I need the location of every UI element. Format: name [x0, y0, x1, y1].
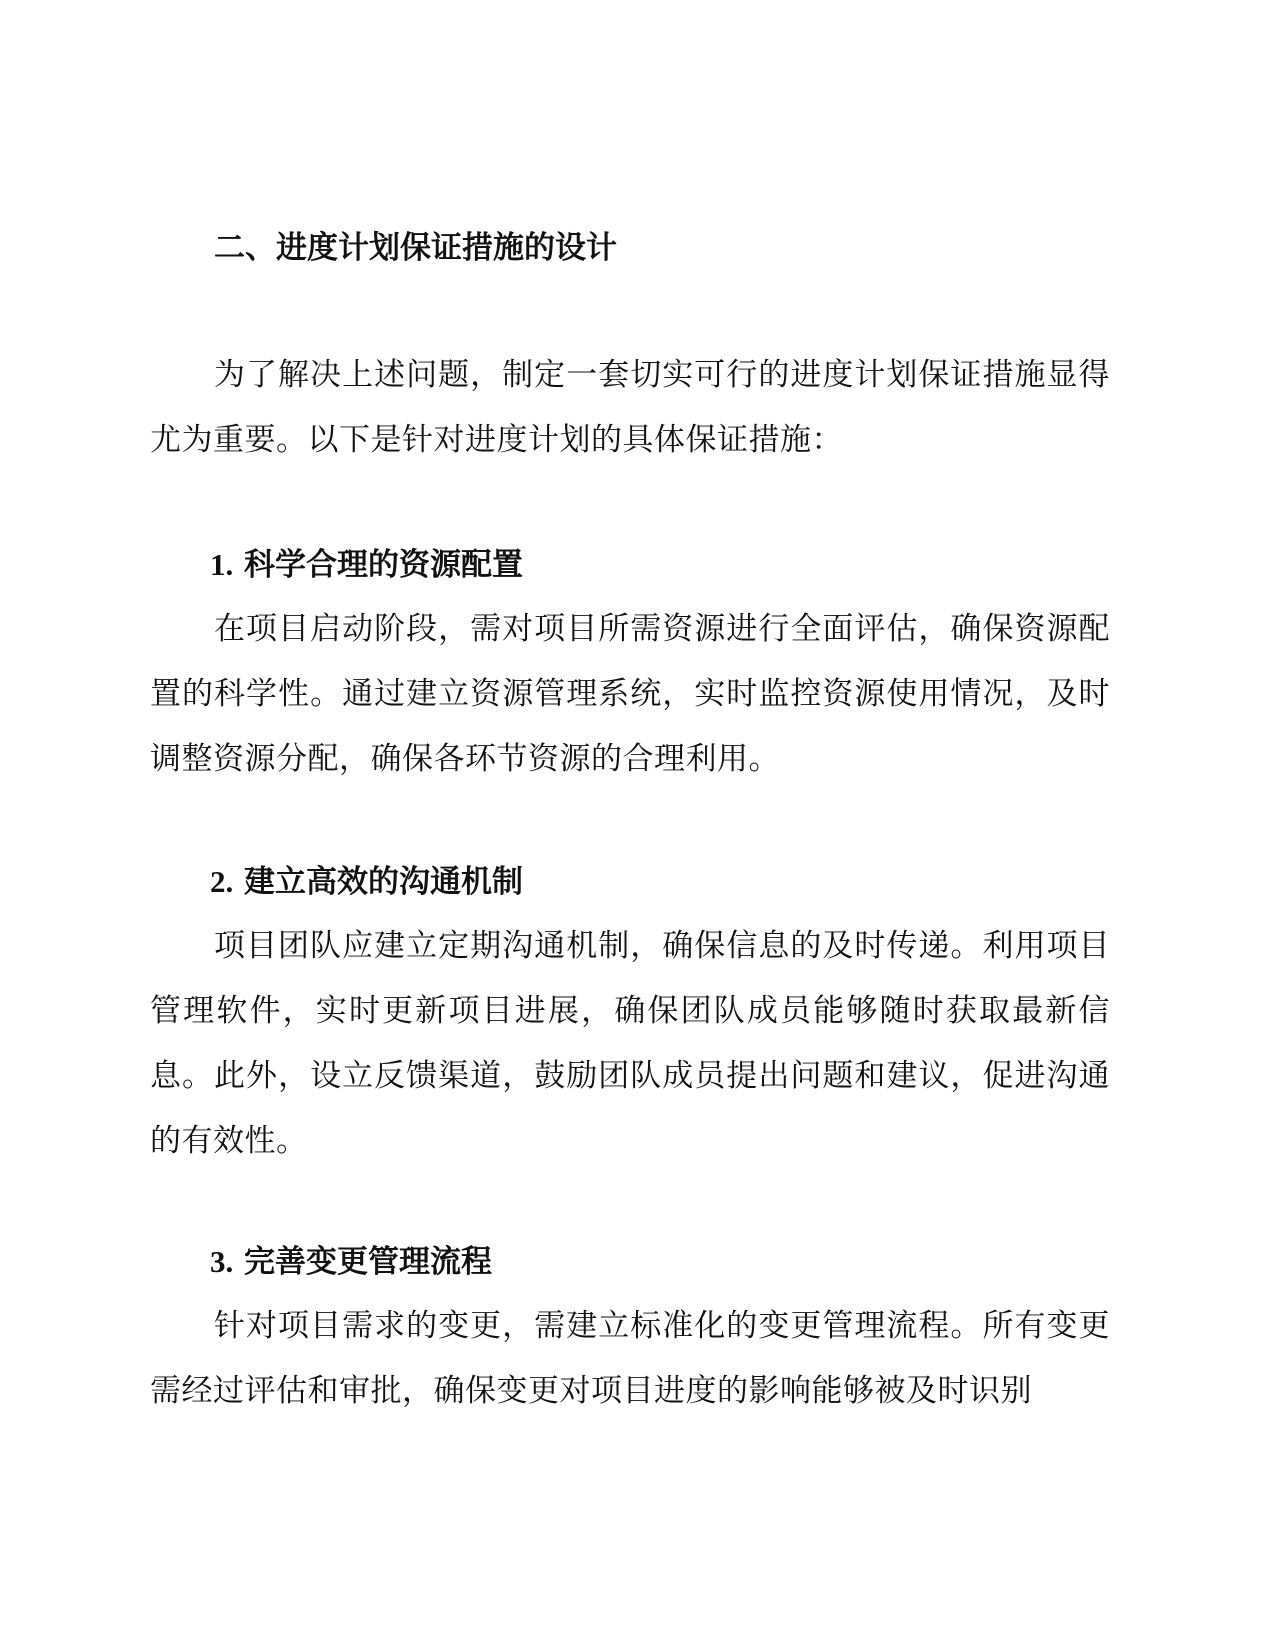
section-3 — [150, 1242, 1110, 1424]
section-2-heading — [150, 862, 1110, 902]
section-3-title: 完善变更管理流程 — [244, 1244, 493, 1280]
section-2 — [150, 862, 1110, 1174]
intro-paragraph: 为了解决上述问题，制定一套切实可行的进度计划保证措施显得尤为重要。以下是针对进度计划的具体保证措施： — [150, 357, 1110, 458]
section-2-title: 建立高效的沟通机制 — [244, 864, 524, 900]
section-2-number: 2. — [210, 864, 234, 899]
section-3-number: 3. — [210, 1244, 234, 1279]
section-3-body: 针对项目需求的变更，需建立标准化的变更管理流程。所有变更需经过评估和审批，确保变更对项目进度的影响能够被及时识别 — [150, 1308, 1110, 1409]
section-1 — [150, 545, 1110, 792]
main-heading-block — [150, 228, 1110, 268]
section-3-heading — [150, 1242, 1110, 1282]
section-1-body: 在项目启动阶段，需对项目所需资源进行全面评估，确保资源配置的科学性。通过建立资源管理系统，实时监控资源使用情况，及时调整资源分配，确保各环节资源的合理利用。 — [150, 611, 1110, 777]
section-1-heading — [150, 545, 1110, 585]
section-1-number: 1. — [210, 547, 234, 582]
section-2-body: 项目团队应建立定期沟通机制，确保信息的及时传递。利用项目管理软件，实时更新项目进展，确保团队成员能够随时获取最新信息。此外，设立反馈渠道，鼓励团队成员提出问题和建议，促进沟通的有效性。 — [150, 928, 1110, 1159]
intro-paragraph-block — [150, 343, 1110, 473]
section-1-title: 科学合理的资源配置 — [244, 547, 524, 583]
main-heading: 二、进度计划保证措施的设计 — [214, 230, 617, 266]
